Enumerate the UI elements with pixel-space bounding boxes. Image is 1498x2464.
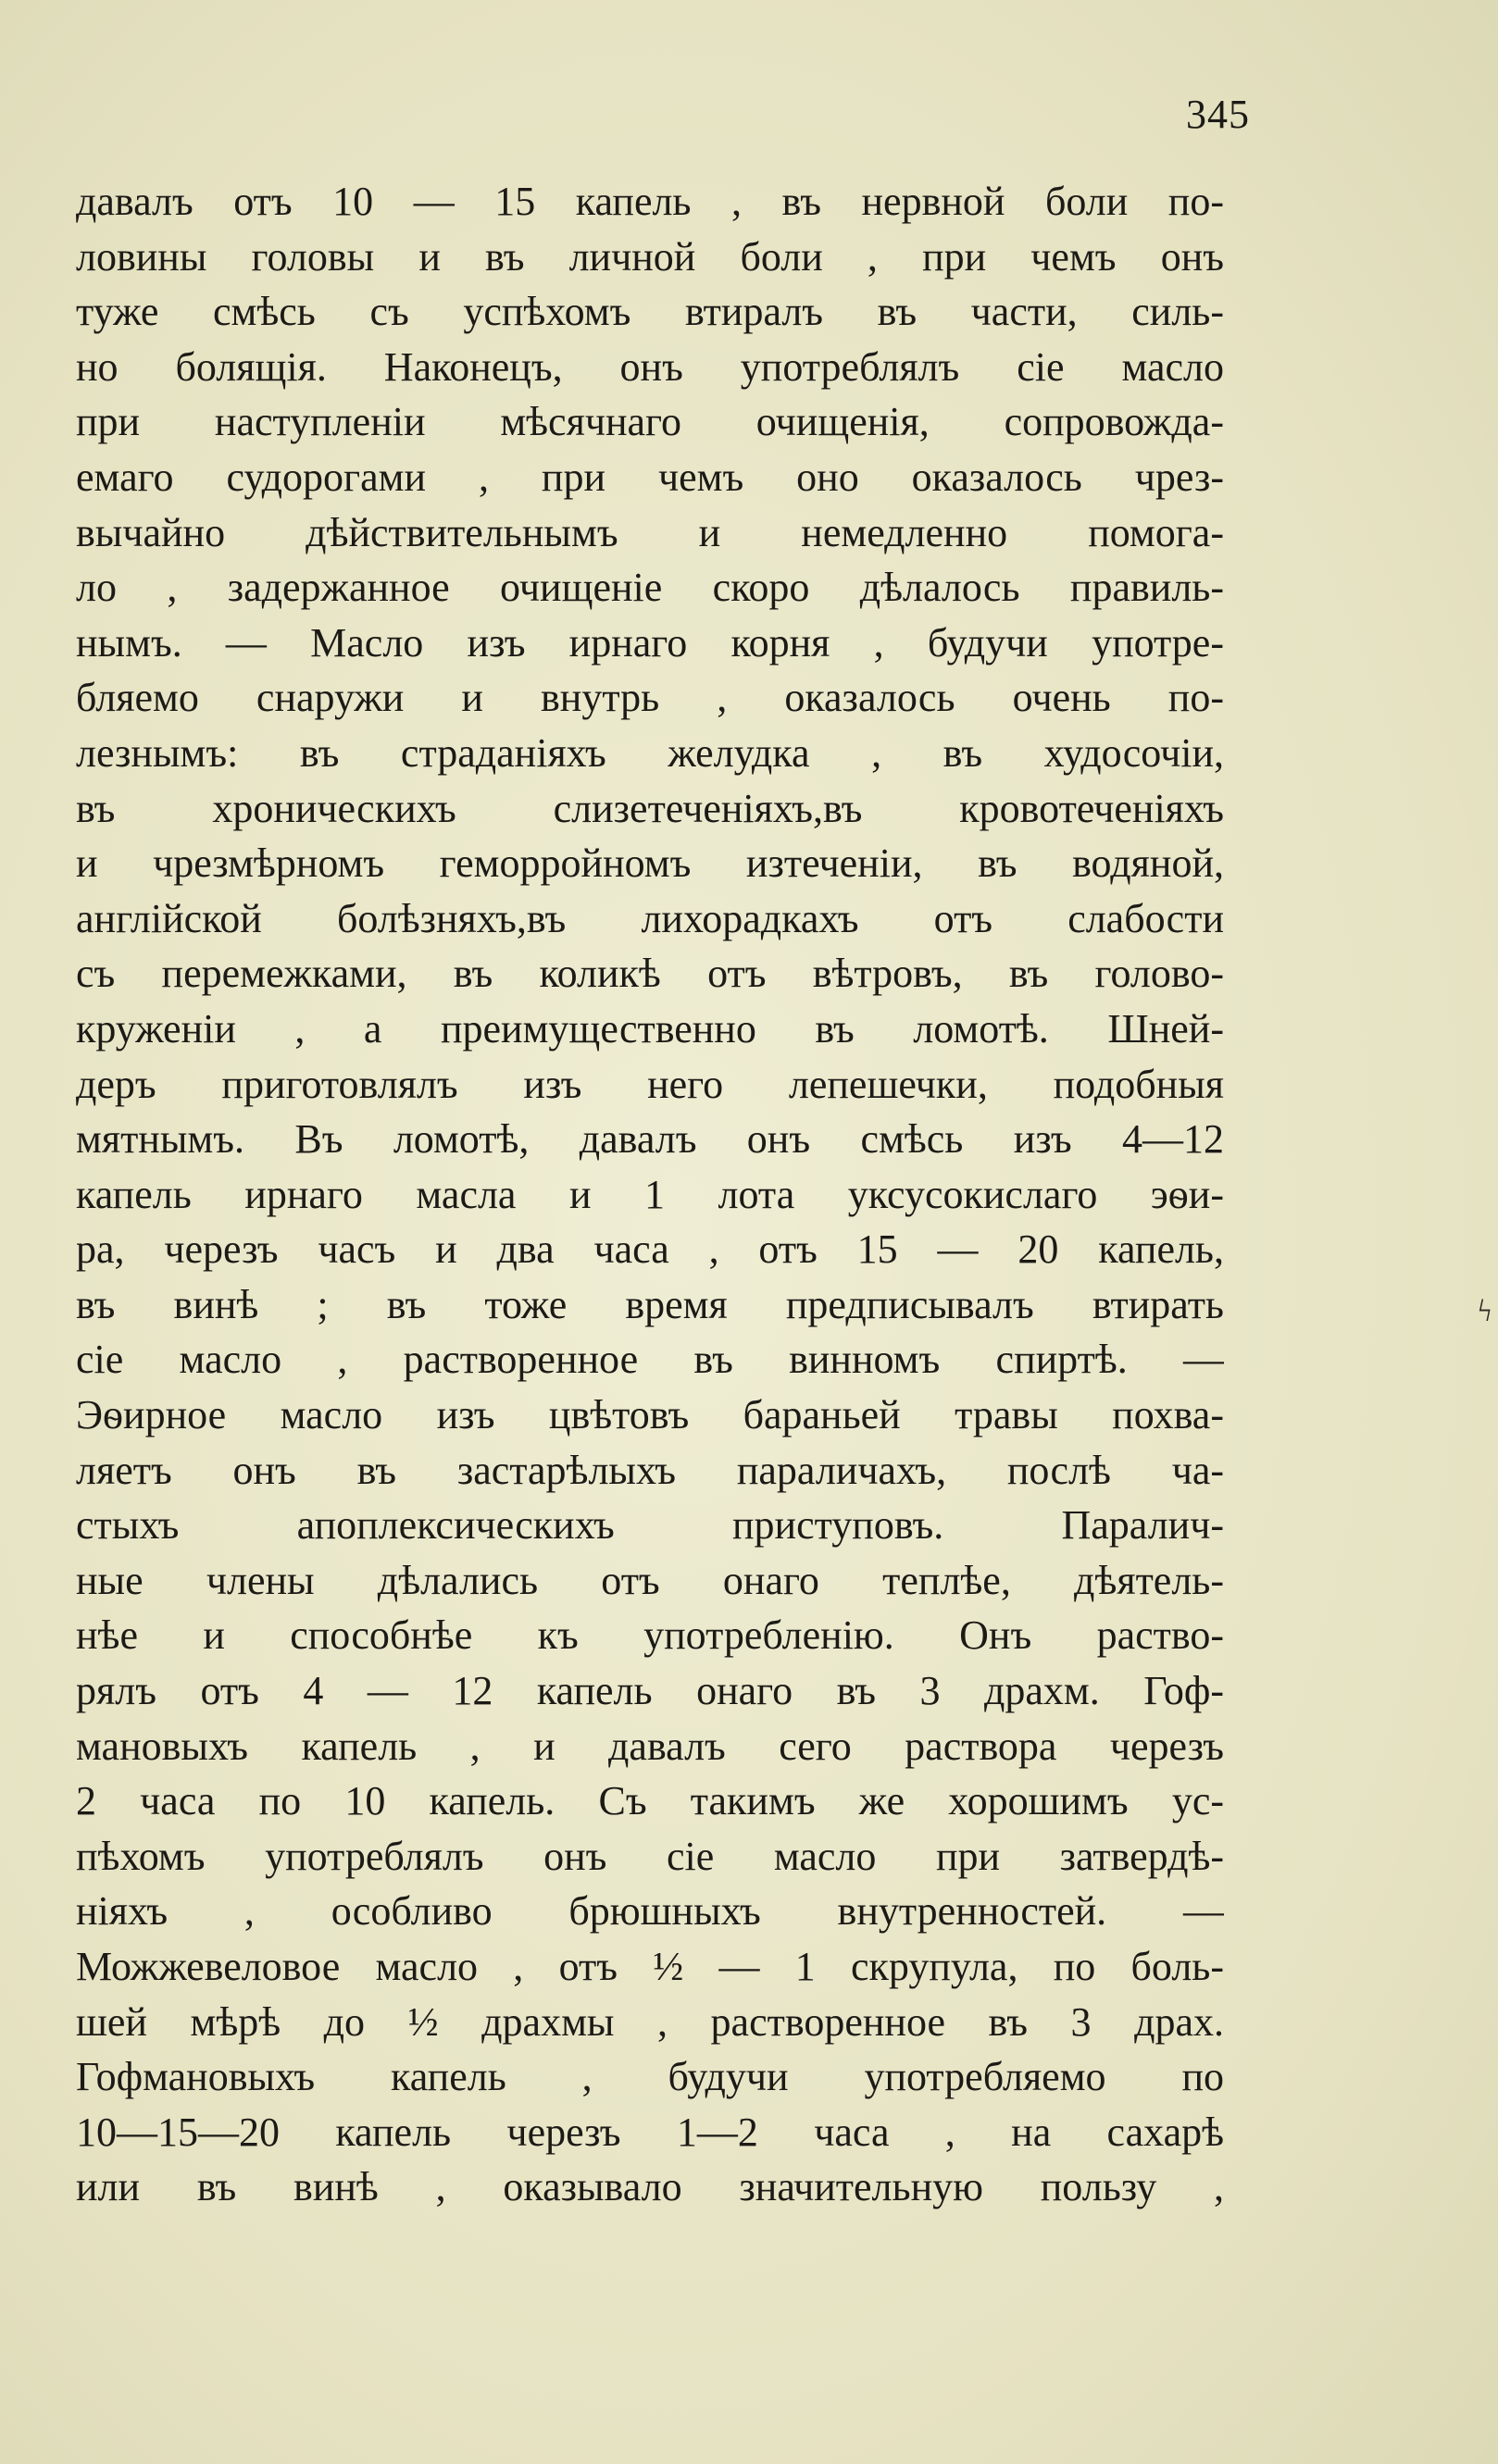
text-line: шей мѣрѣ до ½ драхмы , растворенное въ 3 драх. xyxy=(76,1998,1224,2045)
text-line: ло , задержанное очищеніе скоро дѣлалось правиль- xyxy=(76,565,1224,611)
text-line: ловины головы и въ личной боли , при чемъ онъ xyxy=(76,233,1224,280)
text-line: ра, черезъ часъ и два часа , отъ 15 — 20 капель, xyxy=(76,1226,1224,1273)
text-line: ніяхъ , особливо брюшныхъ внутренностей. — xyxy=(76,1888,1224,1935)
text-line: лезнымъ: въ страданіяхъ желудка , въ худосочіи, xyxy=(76,729,1224,776)
text-line: 2 часа по 10 капель. Съ такимъ же хорошимъ ус- xyxy=(76,1778,1224,1824)
text-line: Гофмановыхъ капель , будучи употребляемо по xyxy=(76,2054,1224,2100)
text-line: пѣхомъ употреблялъ онъ сіе масло при затвердѣ- xyxy=(76,1833,1224,1879)
text-line: бляемо снаружи и внутрь , оказалось очень по- xyxy=(76,675,1224,721)
text-line: съ перемежками, въ коликѣ отъ вѣтровъ, въ голово- xyxy=(76,951,1224,997)
text-line: деръ приготовлялъ изъ него лепешечки, подобныя xyxy=(76,1061,1224,1107)
text-line: сіе масло , растворенное въ винномъ спиртѣ. — xyxy=(76,1337,1224,1383)
text-line: но болящія. Наконецъ, онъ употреблялъ сіе масло xyxy=(76,343,1224,390)
text-line: нѣе и способнѣе къ употребленію. Онъ раство- xyxy=(76,1612,1224,1659)
text-line: Можжевеловое масло , отъ ½ — 1 скрупула, по боль- xyxy=(76,1944,1224,1989)
text-line: рялъ отъ 4 — 12 капель онаго въ 3 драхм. Гоф- xyxy=(76,1668,1224,1714)
text-line: 10—15—20 капель черезъ 1—2 часа , на сахарѣ xyxy=(76,2109,1224,2155)
text-line: мятнымъ. Въ ломотѣ, давалъ онъ смѣсь изъ 4—12 xyxy=(76,1116,1224,1163)
text-line: Эѳирное масло изъ цвѣтовъ бараньей травы похва- xyxy=(76,1392,1224,1438)
margin-mark: ϟ xyxy=(1478,1294,1492,1328)
text-line: или въ винѣ , оказывало значительную пользу , xyxy=(76,2164,1224,2210)
text-line: давалъ отъ 10 — 15 капель , въ нервной боли по- xyxy=(76,179,1224,224)
text-line: въ винѣ ; въ тоже время предписывалъ втирать xyxy=(76,1281,1224,1327)
text-line: ляетъ онъ въ застарѣлыхъ параличахъ, послѣ ча- xyxy=(76,1447,1224,1493)
text-line: емаго судорогами , при чемъ оно оказалось чрез- xyxy=(76,454,1224,500)
page-number: 345 xyxy=(1186,92,1250,137)
text-line: туже смѣсь съ успѣхомъ втиралъ въ части, силь- xyxy=(76,289,1224,335)
text-line: и чрезмѣрномъ геморройномъ изтеченіи, въ водяной, xyxy=(76,840,1224,887)
body-text xyxy=(76,174,1224,2215)
text-line: ные члены дѣлались отъ онаго теплѣе, дѣятель- xyxy=(76,1557,1224,1603)
text-line: мановыхъ капель , и давалъ сего раствора черезъ xyxy=(76,1723,1224,1769)
text-line: круженіи , а преимущественно въ ломотѣ. Шней- xyxy=(76,1005,1224,1052)
text-line: вычайно дѣйствительнымъ и немедленно помога- xyxy=(76,509,1224,555)
text-line: капель ирнаго масла и 1 лота уксусокислаго эѳи- xyxy=(76,1171,1224,1217)
text-line: англійской болѣзняхъ,въ лихорадкахъ отъ слабости xyxy=(76,895,1224,941)
text-line: въ хроническихъ слизетеченіяхъ,въ кровотеченіяхъ xyxy=(76,785,1224,831)
text-line: нымъ. — Масло изъ ирнаго корня , будучи употре- xyxy=(76,619,1224,666)
text-line: стыхъ апоплексическихъ приступовъ. Паралич- xyxy=(76,1502,1224,1549)
text-line: при наступленіи мѣсячнаго очищенія, сопровожда- xyxy=(76,399,1224,445)
